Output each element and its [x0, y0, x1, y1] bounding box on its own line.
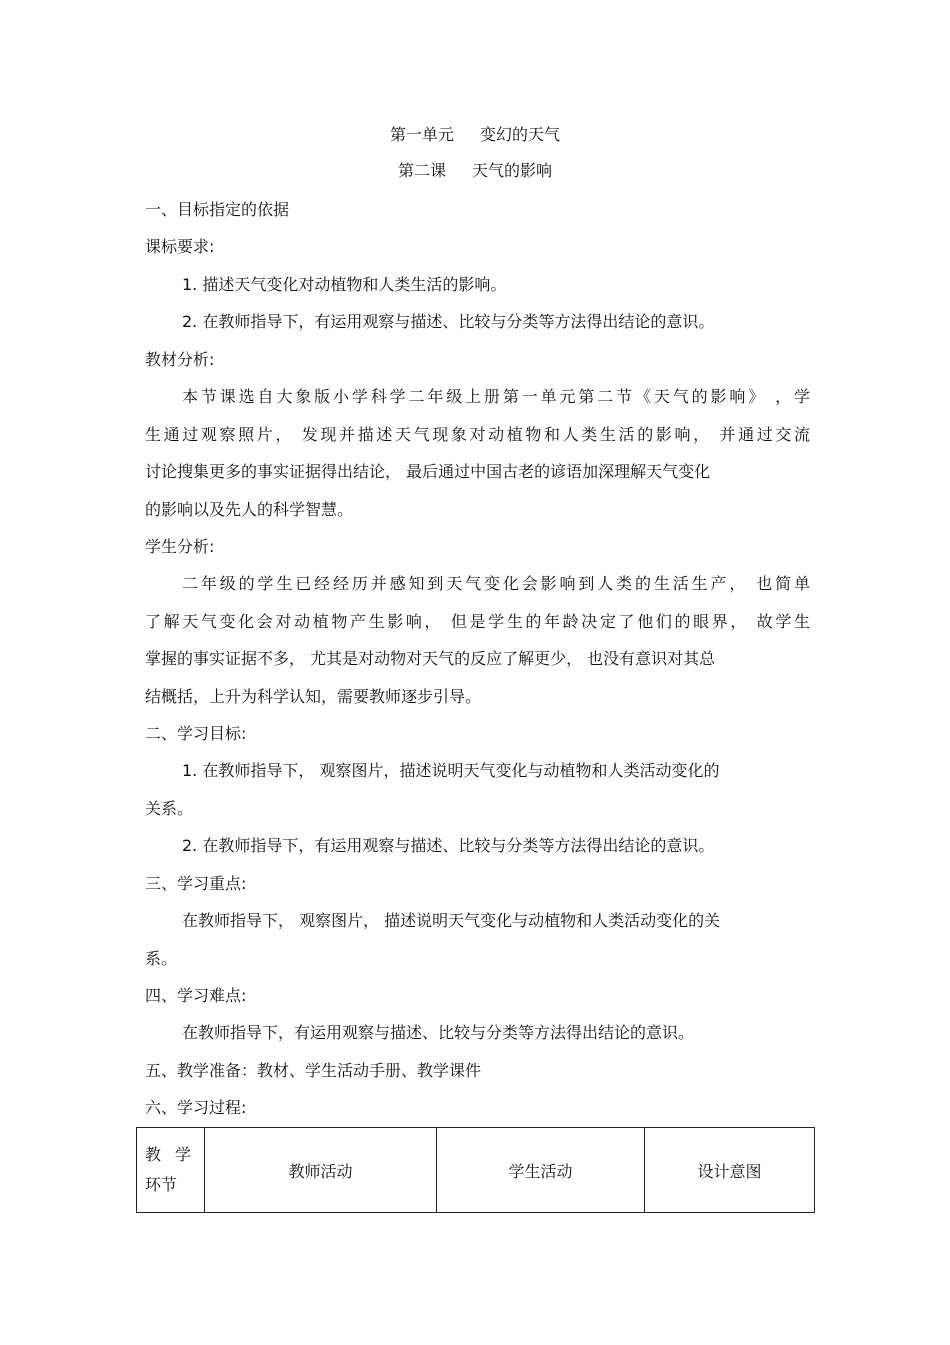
lesson-title: 天气的影响 — [472, 161, 553, 180]
textbook-line-2: 生通过观察照片， 发现并描述天气现象对动植物和人类生活的影响， 并通过交流 — [145, 425, 810, 444]
curriculum-item-2: 2. 在教师指导下，有运用观察与描述、比较与分类等方法得出结论的意识。 — [182, 312, 715, 331]
curriculum-item-1: 1. 描述天气变化对动植物和人类生活的影响。 — [182, 275, 507, 294]
goal-1-line-1: 1. 在教师指导下， 观察图片，描述说明天气变化与动植物和人类活动变化的 — [182, 761, 720, 780]
section-6-heading: 六、学习过程: — [145, 1098, 247, 1117]
textbook-line-3: 讨论搜集更多的事实证据得出结论， 最后通过中国古老的谚语加深理解天气变化 — [145, 462, 711, 481]
stage-header-line-1: 教学 — [145, 1145, 206, 1164]
section-1-heading: 一、目标指定的依据 — [145, 200, 290, 219]
unit-title: 变幻的天气 — [480, 125, 561, 144]
goal-1-line-2: 关系。 — [145, 799, 194, 818]
section-4-heading: 四、学习难点: — [145, 986, 247, 1005]
lesson-heading — [0, 160, 950, 182]
teacher-activity-header: 教师活动 — [205, 1128, 437, 1213]
difficulty-text: 在教师指导下，有运用观察与描述、比较与分类等方法得出结论的意识。 — [182, 1023, 695, 1042]
stage-header-cell — [137, 1128, 205, 1213]
learning-process-table — [136, 1127, 815, 1213]
table-header-row — [137, 1128, 815, 1213]
lesson-number: 第二课 — [397, 161, 446, 180]
key-point-line-2: 系。 — [145, 949, 178, 968]
textbook-line-1: 本节课选自大象版小学科学二年级上册第一单元第二节《天气的影响》 ，学 — [182, 387, 810, 406]
student-line-4: 结概括，上升为科学认知，需要教师逐步引导。 — [145, 687, 482, 706]
stage-header-line-2: 环节 — [145, 1175, 178, 1194]
design-intent-header: 设计意图 — [645, 1128, 815, 1213]
section-2-heading: 二、学习目标: — [145, 724, 247, 743]
textbook-line-4: 的影响以及先人的科学智慧。 — [145, 500, 354, 519]
goal-2: 2. 在教师指导下，有运用观察与描述、比较与分类等方法得出结论的意识。 — [182, 836, 715, 855]
student-line-2: 了解天气变化会对动植物产生影响， 但是学生的年龄决定了他们的眼界， 故学生 — [145, 612, 810, 631]
curriculum-label: 课标要求: — [145, 237, 215, 256]
student-label: 学生分析: — [145, 537, 215, 556]
unit-number: 第一单元 — [389, 125, 454, 144]
student-line-1: 二年级的学生已经经历并感知到天气变化会影响到人类的生活生产， 也简单 — [182, 574, 810, 593]
key-point-line-1: 在教师指导下， 观察图片， 描述说明天气变化与动植物和人类活动变化的关 — [182, 911, 721, 930]
student-activity-header: 学生活动 — [437, 1128, 645, 1213]
section-3-heading: 三、学习重点: — [145, 874, 247, 893]
section-5-heading: 五、教学准备：教材、学生活动手册、教学课件 — [145, 1061, 482, 1080]
student-line-3: 掌握的事实证据不多， 尤其是对动物对天气的反应了解更少， 也没有意识对其总 — [145, 649, 716, 668]
unit-heading — [0, 124, 950, 146]
textbook-label: 教材分析: — [145, 350, 215, 369]
